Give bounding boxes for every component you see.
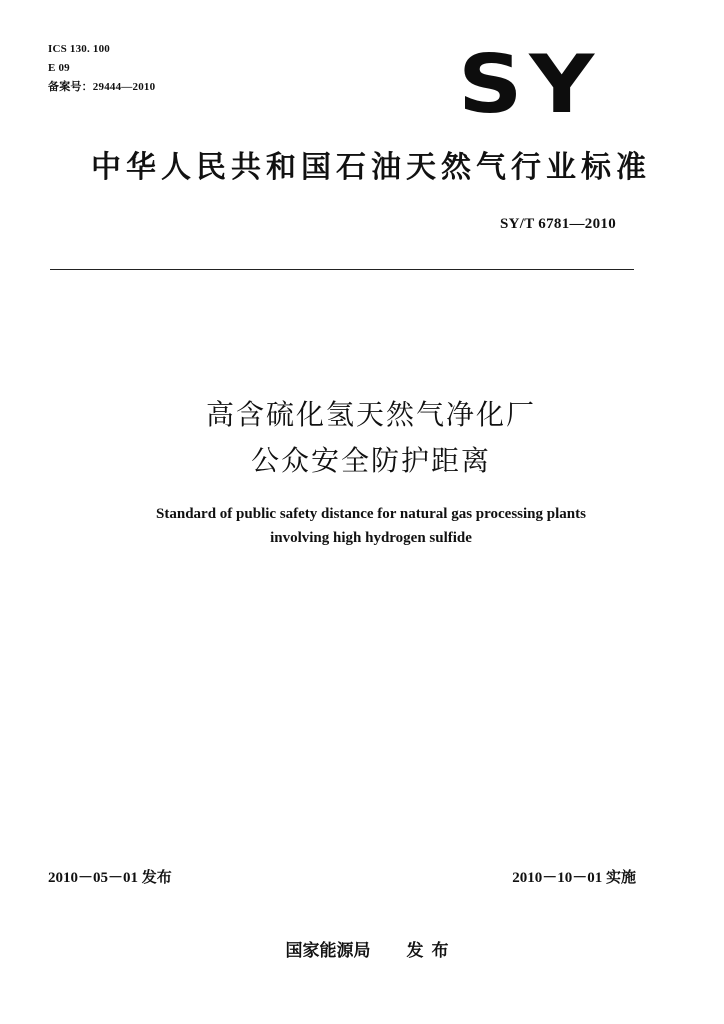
industry-standard-title: 中华人民共和国石油天然气行业标准 — [91, 150, 651, 185]
issuer-action: 发布 — [406, 941, 457, 961]
implementation-date: 2010－10－01 实施 — [512, 870, 636, 886]
sy-logo: SY — [458, 38, 601, 131]
chinese-title-line-2: 公众安全防护距离 — [250, 444, 491, 477]
english-title — [0, 502, 724, 550]
english-title-line-1: Standard of public safety distance for natural gas processing plants — [156, 506, 586, 522]
category-code: E 09 — [48, 62, 70, 74]
issuer-name: 国家能源局 — [285, 941, 371, 961]
chinese-title — [0, 392, 724, 484]
filing-number: 备案号：29444—2010 — [48, 81, 156, 93]
chinese-title-line-1: 高含硫化氢天然气净化厂 — [205, 398, 536, 431]
header-divider — [50, 269, 634, 270]
issuing-authority — [0, 936, 724, 961]
english-title-line-2: involving high hydrogen sulfide — [270, 530, 472, 546]
ics-code: ICS 130. 100 — [48, 43, 110, 55]
classification-block — [48, 40, 155, 97]
standard-number: SY/T 6781—2010 — [499, 216, 616, 232]
publish-date: 2010－05－01 发布 — [48, 870, 172, 886]
